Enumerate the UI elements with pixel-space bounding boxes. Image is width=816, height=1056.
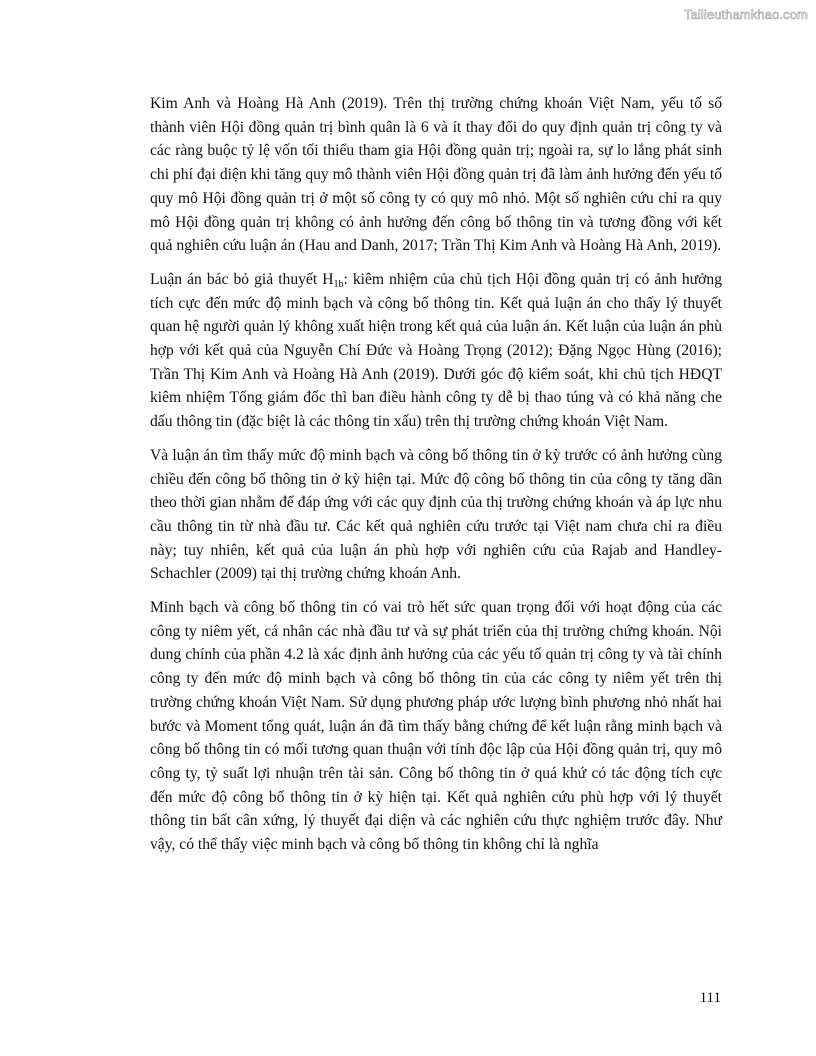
paragraph-4: Minh bạch và công bố thông tin có vai trò hết sức quan trọng đối với hoạt động của các công ty niêm yết, cá nhân các nhà đầu tư và sự phát triển của thị trường chứng khoán. Nội dung chính của phần 4.2 là xác định ảnh hưởng của các yếu tố quản trị công ty và tài chính công ty đến mức độ minh bạch và công bố thông tin của các công ty niêm yết trên thị trường chứng khoán Việt Nam. Sử dụng phương pháp ước lượng bình phương nhỏ nhất hai bước và Moment tổng quát, luận án đã tìm thấy bằng chứng để kết luận rằng minh bạch và công bố thông tin có mối tương quan thuận với tính độc lập của Hội đồng quản trị, quy mô công ty, tỷ suất lợi nhuận trên tài sản. Công bố thông tin ở quá khứ có tác động tích cực đến mức độ công bố thông tin ở kỳ hiện tại. Kết quả nghiên cứu phù hợp với lý thuyết thông tin bất cân xứng, lý thuyết đại diện và các nghiên cứu thực nghiệm trước đây. Như vậy, có thể thấy việc minh bạch và công bố thông tin không chỉ là nghĩa — [150, 599, 722, 854]
paragraph-2-lead: Luận án bác bỏ giả thuyết H — [150, 270, 334, 288]
paragraph-3: Và luận án tìm thấy mức độ minh bạch và công bố thông tin ở kỳ trước có ảnh hưởng cùng chiều đến công bố thông tin ở kỳ hiện tại. Mức độ công bố thông tin của công ty tăng dần theo thời gian nhằm để đáp ứng với các quy định của thị trường chứng khoán và áp lực nhu cầu thông tin từ nhà đầu tư. Các kết quả nghiên cứu trước tại Việt nam chưa chỉ ra điều này; tuy nhiên, kết quả của luận án phù hợp với nghiên cứu của Rajab and Handley-Schachler (2009) tại thị trường chứng khoán Anh. — [150, 446, 722, 583]
watermark-text: Tailieuthamkhao.com — [683, 7, 808, 22]
page-number: 111 — [699, 990, 721, 1006]
hypothesis-subscript: 1b — [333, 278, 344, 290]
document-body — [150, 92, 722, 857]
paragraph-2 — [150, 268, 722, 434]
paragraph-2-body: : kiêm nhiệm của chủ tịch Hội đồng quản trị có ảnh hưởng tích cực đến mức độ minh bạch và công bố thông tin. Kết quả luận án cho thấy lý thuyết quan hệ người quản lý không xuất hiện trong kết quả của luận án. Kết luận của luận án phù hợp với kết quả của Nguyễn Chí Đức và Hoàng Trọng (2012); Đặng Ngọc Hùng (2016); Trần Thị Kim Anh và Hoàng Hà Anh (2019). Dưới góc độ kiểm soát, khi chủ tịch HĐQT kiêm nhiệm Tổng giám đốc thì ban điều hành công ty dễ bị thao túng và có khả năng che dấu thông tin (đặc biệt là các thông tin xấu) trên thị trường chứng khoán Việt Nam. — [150, 270, 722, 431]
paragraph-1: Kim Anh và Hoàng Hà Anh (2019). Trên thị trường chứng khoán Việt Nam, yếu tố số thành viên Hội đồng quản trị bình quân là 6 và ít thay đổi do quy định quản trị công ty và các ràng buộc tỷ lệ vốn tối thiểu tham gia Hội đồng quản trị; ngoài ra, sự lo lắng phát sinh chi phí đại diện khi tăng quy mô thành viên Hội đồng quản trị đã làm ảnh hưởng đến yếu tố quy mô Hội đồng quản trị ở một số công ty có quy mô nhỏ. Một số nghiên cứu chỉ ra quy mô Hội đồng quản trị không có ảnh hưởng đến công bố thông tin và tương đồng với kết quả nghiên cứu luận án (Hau and Danh, 2017; Trần Thị Kim Anh và Hoàng Hà Anh, 2019). — [150, 95, 722, 255]
